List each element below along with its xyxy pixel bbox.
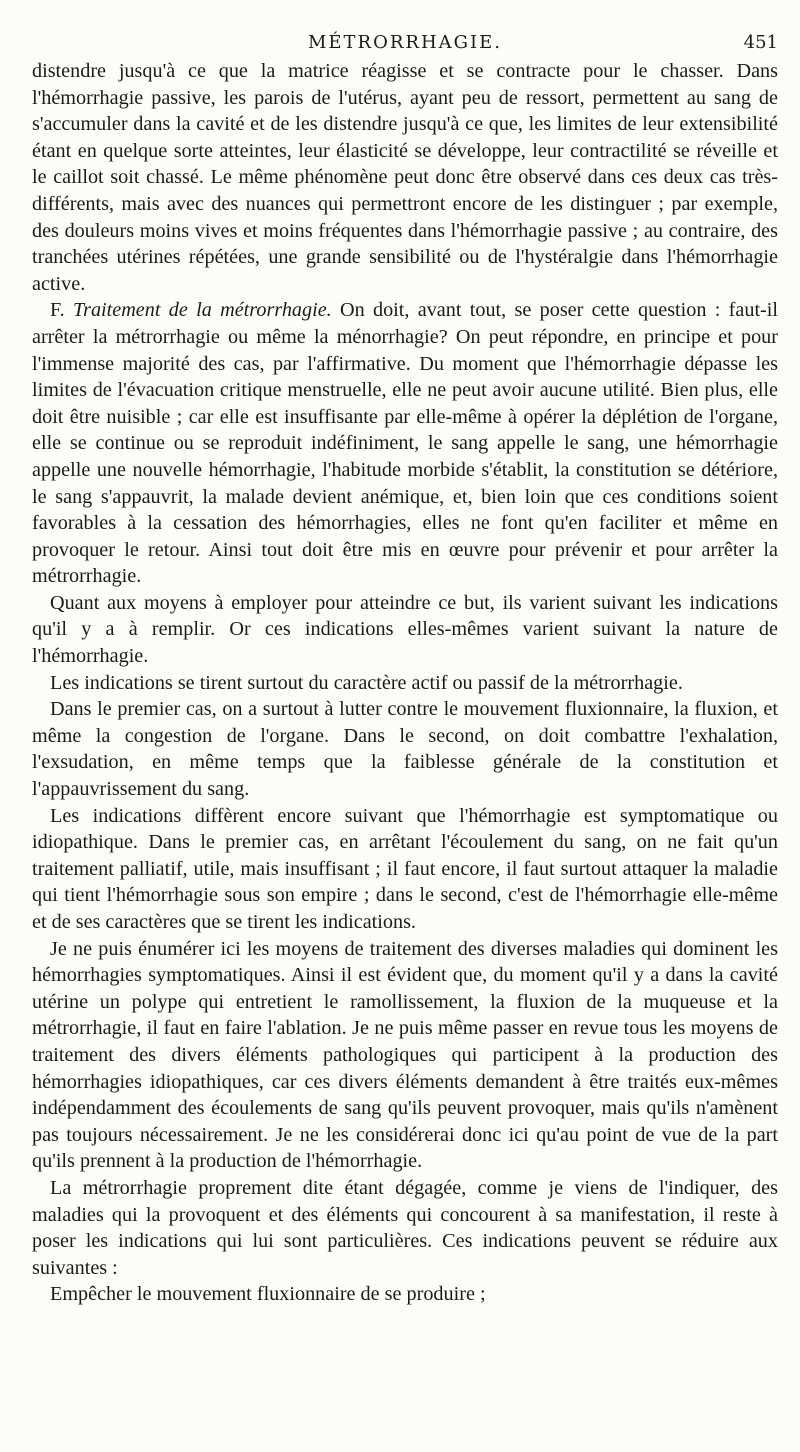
section-title: Traitement de la métrorrhagie. bbox=[72, 299, 332, 322]
paragraph-1: distendre jusqu'à ce que la matrice réagisse et se contracte pour le chasser. Dans l'hémorrhagie passive, les parois de l'utérus, ayant peu de ressort, permettent au sang de s'accumuler dans la cavité et de les distendre jusqu'à ce que, les limites de leur extensibilité étant en quelque sorte atteintes, leur élasticité se développe, leur contractilité se réveille et le caillot soit chassé. Le même phénomène peut donc être observé dans ces deux cas très-différents, mais avec des nuances qui permettront encore de les distinguer ; par exemple, des douleurs moins vives et moins fréquentes dans l'hémorrhagie passive ; au contraire, des tranchées utérines répétées, une grande sensibilité ou de l'hystéralgie dans l'hémorrhagie active. bbox=[32, 60, 778, 295]
paragraph-2 bbox=[32, 297, 778, 590]
page-number: 451 bbox=[743, 32, 778, 53]
page-header bbox=[32, 26, 778, 58]
book-page bbox=[32, 26, 778, 1308]
paragraph-7: Je ne puis énumérer ici les moyens de traitement des diverses maladies qui dominent les hémorrhagies symptomatiques. Ainsi il est évident que, du moment qu'il y a dans la cavité utérine un polype qui entretient le ramollissement, la fluxion de la muqueuse et la métrorrhagie, il faut en faire l'ablation. Je ne puis même passer en revue tous les moyens de traitement des divers éléments pathologiques qui participent à la production des hémorrhagies idiopathiques, car ces divers éléments demandent à être traités eux-mêmes indépendamment des écoulements de sang qu'ils peuvent provoquer, mais qu'ils n'amènent pas toujours nécessairement. Je ne les considérerai donc ici qu'au point de vue de la part qu'ils prennent à la production de l'hémorrhagie. bbox=[32, 937, 778, 1173]
paragraph-2-text: On doit, avant tout, se poser cette question : faut-il arrêter la métrorrhagie ou même la ménorrhagie? On peut répondre, en principe et pour l'immense majorité des cas, par l'affirmative. Du moment que l'hémorrhagie dépasse les limites de l'évacuation critique menstruelle, elle ne peut avoir aucune utilité. Bien plus, elle doit être nuisible ; car elle est insuffisante par elle-même à opérer la déplétion de l'organe, elle se continue ou se reproduit indéfiniment, le sang appelle le sang, une hémorrhagie appelle une nouvelle hémorrhagie, l'habitude morbide s'établit, la constitution se détériore, le sang s'appauvrit, la malade devient anémique, et, bien loin que ces conditions soient favorables à la cessation des hémorrhagies, elles ne font qu'en faciliter et même en provoquer le retour. Ainsi tout doit être mis en œuvre pour prévenir et pour arrêter la métrorrhagie. bbox=[32, 299, 778, 588]
running-title: MÉTRORRHAGIE. bbox=[307, 32, 503, 53]
paragraph-3: Quant aux moyens à employer pour atteindre ce but, ils varient suivant les indications qu'il y a à remplir. Or ces indications elles-mêmes varient suivant la nature de l'hémorrhagie. bbox=[32, 591, 778, 668]
paragraph-5: Dans le premier cas, on a surtout à lutter contre le mouvement fluxionnaire, la fluxion, et même la congestion de l'organe. Dans le second, on doit combattre l'exhalation, l'exsudation, en même temps que la faiblesse générale de la constitution et l'appauvrissement du sang. bbox=[32, 698, 778, 801]
section-label: F. bbox=[50, 299, 65, 322]
paragraph-9: Empêcher le mouvement fluxionnaire de se produire ; bbox=[50, 1283, 486, 1306]
paragraph-8: La métrorrhagie proprement dite étant dégagée, comme je viens de l'indiquer, des maladies qui la provoquent et des éléments qui concourent à sa manifestation, il reste à poser les indications qui lui sont particulières. Ces indications peuvent se réduire aux suivantes : bbox=[32, 1176, 778, 1279]
paragraph-6: Les indications diffèrent encore suivant que l'hémorrhagie est symptomatique ou idiopathique. Dans le premier cas, en arrêtant l'écoulement du sang, on ne fait qu'un traitement palliatif, utile, mais insuffisant ; il faut encore, il faut surtout attaquer la maladie qui tient l'hémorrhagie sous son empire ; dans le second, c'est de l'hémorrhagie elle-même et de ses caractères que se tirent les indications. bbox=[32, 804, 778, 933]
body-text bbox=[32, 58, 778, 1308]
paragraph-4: Les indications se tirent surtout du caractère actif ou passif de la métrorrhagie. bbox=[50, 671, 683, 694]
